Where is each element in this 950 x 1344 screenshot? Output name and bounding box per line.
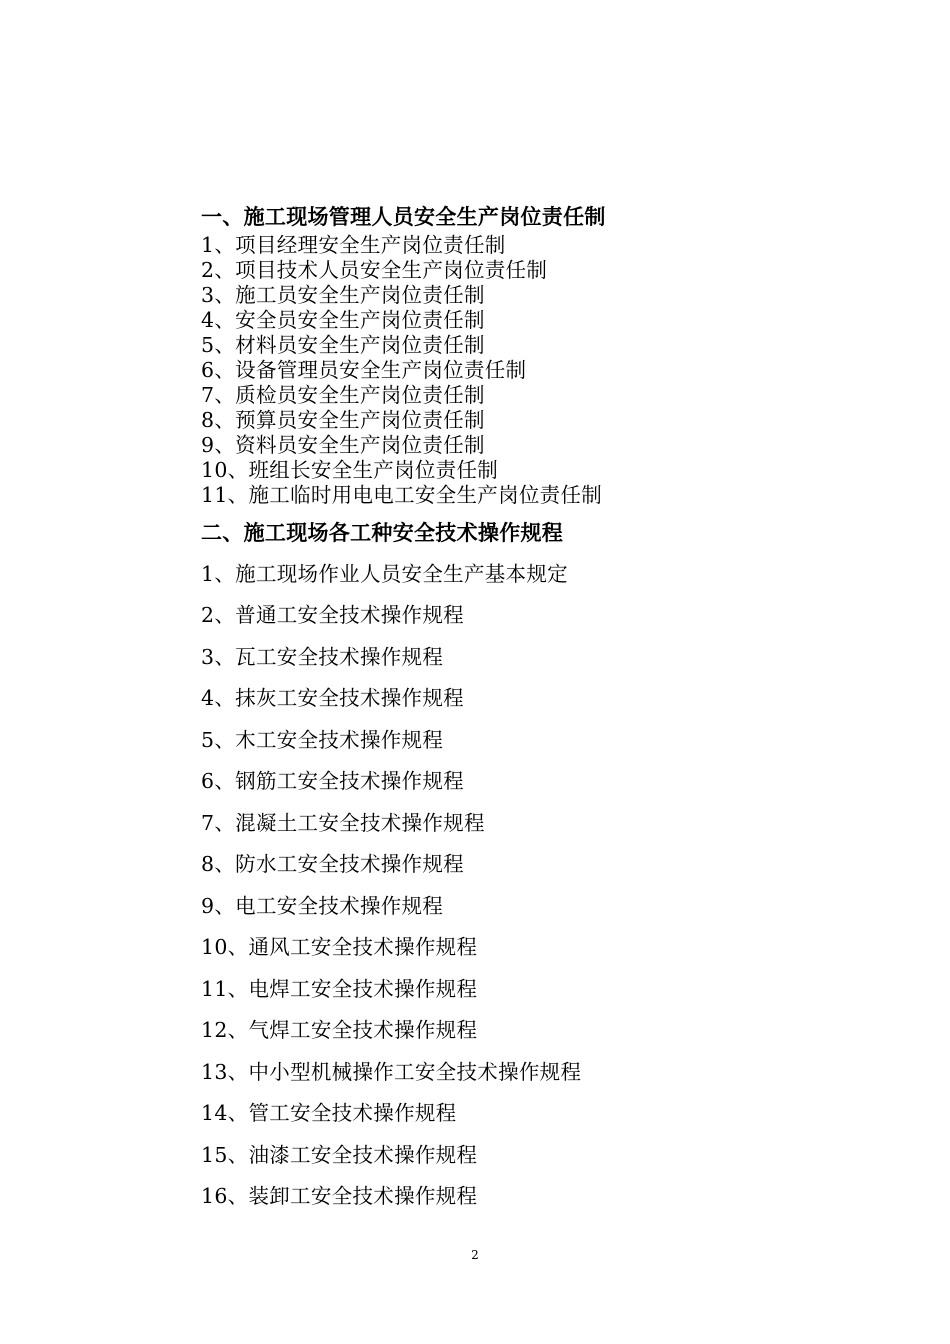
- section2-item: 16、装卸工安全技术操作规程: [201, 1184, 478, 1208]
- section2-item: 14、管工安全技术操作规程: [201, 1101, 457, 1125]
- section2-item: 8、防水工安全技术操作规程: [201, 852, 464, 876]
- section2-item: 15、油漆工安全技术操作规程: [201, 1143, 478, 1167]
- section2-item: 7、混凝土工安全技术操作规程: [201, 811, 485, 835]
- section2-item: 12、气焊工安全技术操作规程: [201, 1018, 478, 1042]
- page-number: 2: [471, 1248, 479, 1262]
- section2-item: 10、通风工安全技术操作规程: [201, 935, 478, 959]
- section1-item: 9、资料员安全生产岗位责任制: [201, 433, 485, 457]
- section2-item: 2、普通工安全技术操作规程: [201, 603, 464, 627]
- section1-item: 3、施工员安全生产岗位责任制: [201, 283, 485, 307]
- section1-title: 一、施工现场管理人员安全生产岗位责任制: [201, 204, 606, 229]
- section2-item: 11、电焊工安全技术操作规程: [201, 977, 478, 1001]
- section1-item: 6、设备管理员安全生产岗位责任制: [201, 358, 527, 382]
- section1-item: 1、项目经理安全生产岗位责任制: [201, 233, 506, 257]
- section1-item: 8、预算员安全生产岗位责任制: [201, 408, 485, 432]
- section1-item: 4、安全员安全生产岗位责任制: [201, 308, 485, 332]
- section2-item: 13、中小型机械操作工安全技术操作规程: [201, 1060, 582, 1084]
- section2-item: 5、木工安全技术操作规程: [201, 728, 444, 752]
- section1-item: 10、班组长安全生产岗位责任制: [201, 458, 499, 482]
- section2-item: 4、抹灰工安全技术操作规程: [201, 686, 464, 710]
- section1-item: 2、项目技术人员安全生产岗位责任制: [201, 258, 548, 282]
- section2-title: 二、施工现场各工种安全技术操作规程: [201, 520, 564, 545]
- section2-item: 6、钢筋工安全技术操作规程: [201, 769, 464, 793]
- section1-item: 7、质检员安全生产岗位责任制: [201, 383, 485, 407]
- section1-item: 5、材料员安全生产岗位责任制: [201, 333, 485, 357]
- section2-item: 9、电工安全技术操作规程: [201, 894, 444, 918]
- section2-item: 1、施工现场作业人员安全生产基本规定: [201, 562, 568, 586]
- section2-item: 3、瓦工安全技术操作规程: [201, 645, 444, 669]
- section1-item: 11、施工临时用电电工安全生产岗位责任制: [201, 483, 603, 507]
